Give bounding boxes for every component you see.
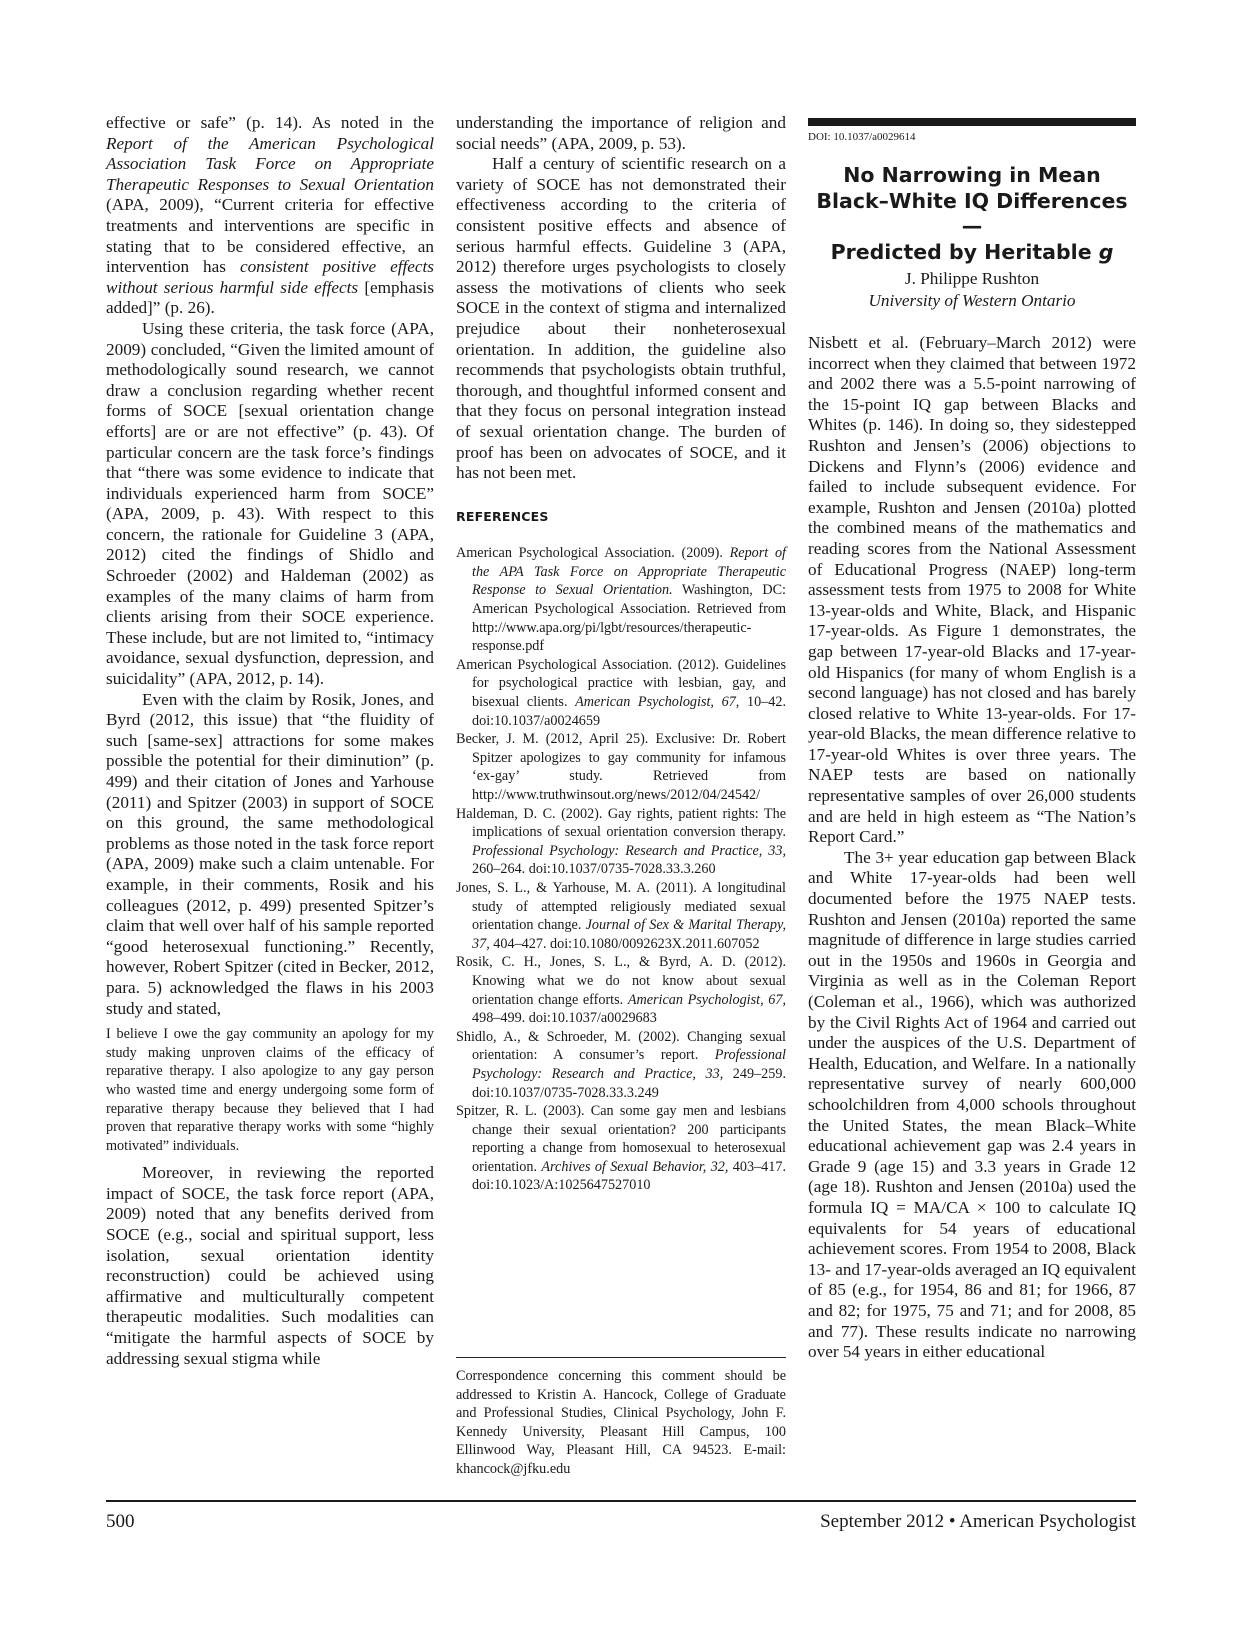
paragraph: understanding the importance of religion and social needs” (APA, 2009, p. 53).: [456, 113, 786, 153]
paragraph: Using these criteria, the task force (APA, 2009) concluded, “Given the limited amount of methodologically sound research, we cannot draw a conclusion regarding whether recent forms of SOCE [sexual orientation change efforts] are or are not effective” (p. 43). Of particular concern are the task force’s findings that “there was some evidence to indicate that individuals experienced harm from SOCE” (APA, 2009, p. 43). With respect to this concern, the rationale for Guideline 3 (APA, 2012) cited the findings of Shidlo and Schroeder (2002) and Haldeman (2002) as examples of the many claims of harm from clients arising from their SOCE experience. These include, but are not limited to, “intimacy avoidance, sexual dysfunction, depression, and suicidality” (APA, 2012, p. 14).: [106, 318, 434, 689]
paragraph: Nisbett et al. (February–March 2012) were incorrect when they claimed that between 1972 and 2002 there was a 5.5-point narrowing of the 15-point IQ gap between Blacks and Whites (p. 146). In doing so, they sidestepped Rushton and Jensen’s (2006) objections to Dickens and Flynn’s (2006) evidence and failed to include subsequent evidence. For example, Rushton and Jensen (2010a) plotted the combined means of the mathematics and reading scores from the National Assessment of Educational Progress (NAEP) long-term assessment tests from 1975 to 2008 for White 13-year-olds and White, Black, and Hispanic 17-year-olds. As Figure 1 demonstrates, the gap between 17-year-old Blacks and 17-year-old Hispanics (for many of whom English is a second language) has not closed and has barely closed relative to White 13-year-olds. For 17-year-old Blacks, the mean difference relative to 17-year-old Whites is over three years. The NAEP tests are based on nationally representative samples of over 26,000 students and are held in high esteem as “The Nation’s Report Card.”: [808, 333, 1136, 847]
reference-list: [456, 544, 786, 1195]
reference-entry: Jones, S. L., & Yarhouse, M. A. (2011). A longitudinal study of attempted religiously mediated sexual orientation change. Journal of Sex & Marital Therapy, 37, 404–427. doi:10.1080/0092623X.2011.607052: [456, 879, 787, 952]
paragraph: Even with the claim by Rosik, Jones, and Byrd (2012, this issue) that “the fluidity of such [same-sex] attractions for some makes possible the potential for their diminution” (p. 499) and their citation of Jones and Yarhouse (2011) and Spitzer (2003) in support of SOCE on this ground, the same methodological problems as those noted in the task force report (APA, 2009) make such a claim untenable. For example, in their comments, Rosik and his colleagues (2012, p. 499) presented Spitzer’s claim that well over half of his sample reported “good heterosexual functioning.” Recently, however, Robert Spitzer (cited in Becker, 2012, para. 5) acknowledged the flaws in his 2003 study and stated,: [106, 689, 434, 1018]
page-number: 500: [106, 1511, 135, 1532]
column-left: [106, 113, 434, 1369]
paragraph: The 3+ year education gap between Black and White 17-year-olds had been well documented before the 1975 NAEP tests. Rushton and Jensen (2010a) reported the same magnitude of difference in large studies carried out in the 1950s and 1960s in Georgia and Virginia as well as in the Coleman Report (Coleman et al., 1966), which was authorized by the Civil Rights Act of 1964 and carried out under the auspices of the U.S. Department of Health, Education, and Welfare. In a nationally representative survey of nearly 600,000 schoolchildren from 4,000 schools throughout the United States, the mean Black–White educational achievement gap was 2.4 years in Grade 9 (age 15) and 3.3 years in Grade 12 (age 18). Rushton and Jensen (2010a) used the formula IQ = MA/CA × 100 to calculate IQ equivalents for 54 years of educational achievement scores. From 1954 to 2008, Black 13- and 17-year-olds averaged an IQ equivalent of 85 (e.g., for 1954, 86 and 81; for 1966, 87 and 82; for 1975, 75 and 71; and for 2008, 85 and 77). These results indicate no narrowing over 54 years in either educational: [808, 847, 1136, 1362]
reference-entry: American Psychological Association. (2012). Guidelines for psychological practice with lesbian, gay, and bisexual clients. American Psychologist, 67, 10–42. doi:10.1037/a0024659: [456, 656, 786, 729]
column-middle: [456, 113, 786, 1195]
reference-entry: Spitzer, R. L. (2003). Can some gay men and lesbians change their sexual orientation? 200 participants reporting a change from homosexual to heterosexual orientation. Archives of Sexual Behavior, 32, 403–417. doi:10.1023/A:1025647527010: [456, 1103, 786, 1194]
block-quote: I believe I owe the gay community an apology for my study making unproven claims of the efficacy of reparative therapy. I also apologize to any gay person who wasted time and energy undergoing some form of reparative therapy because they believed that I had proven that reparative therapy works with some “highly motivated” individuals.: [106, 1026, 434, 1154]
paragraph: Half a century of scientific research on a variety of SOCE has not demonstrated their effectiveness according to the criteria of consistent positive effects and absence of serious harmful effects. Guideline 3 (APA, 2012) therefore urges psychologists to closely assess the motivations of clients who seek SOCE in the context of stigma and internalized prejudice about their nonheterosexual orientation. In addition, the guideline also recommends that psychologists obtain truthful, thorough, and thoughtful informed consent and that they focus on personal integration instead of sexual orientation change. The burden of proof has been on advocates of SOCE, and it has not been met.: [456, 154, 786, 483]
article-title: No Narrowing in Mean Black–White IQ Differences— Predicted by Heritable g: [816, 163, 1128, 264]
references-heading: REFERENCES: [456, 508, 549, 524]
paragraph: effective or safe” (p. 14). As noted in the Report of the American Psychological Association Task Force on Appropriate Therapeutic Responses to Sexual Orientation (APA, 2009), “Current criteria for effective treatments and interventions are specific in stating that to be considered effective, an intervention has consistent positive effects without serious harmful side effects [emphasis added]” (p. 26).: [106, 113, 435, 318]
correspondence-footnote: Correspondence concerning this comment should be addressed to Kristin A. Hancock, College of Graduate and Professional Studies, Clinical Psychology, John F. Kennedy University, Pleasant Hill Campus, 100 Ellinwood Way, Pleasant Hill, CA 94523. E-mail: khancock@jfku.edu: [456, 1357, 786, 1479]
doi: DOI: 10.1037/a0029614: [808, 131, 916, 143]
column-right: [808, 333, 1136, 1363]
reference-entry: American Psychological Association. (2009). Report of the APA Task Force on Appropriate Therapeutic Response to Sexual Orientation. Washington, DC: American Psychological Association. Retrieved from http://www.apa.org/pi/lgbt/resources/therapeutic-response.pdf: [456, 545, 786, 655]
doi-rule: [808, 118, 1136, 126]
reference-entry: Becker, J. M. (2012, April 25). Exclusive: Dr. Robert Spitzer apologizes to gay community for infamous ‘ex-gay’ study. Retrieved from http://www.truthwinsout.org/news/2012/04/24542/: [456, 731, 786, 803]
reference-entry: Haldeman, D. C. (2002). Gay rights, patient rights: The implications of sexual orientation conversion therapy. Professional Psychology: Research and Practice, 33, 260–264. doi:10.1037/0735-7028.33.3.260: [456, 805, 786, 878]
affiliation: University of Western Ontario: [868, 291, 1076, 310]
reference-entry: Shidlo, A., & Schroeder, M. (2002). Changing sexual orientation: A consumer’s report. Professional Psychology: Research and Practice, 33, 249–259. doi:10.1037/0735-7028.33.3.249: [456, 1028, 787, 1101]
running-head: September 2012 • American Psychologist: [820, 1511, 1136, 1532]
author: J. Philippe Rushton: [904, 269, 1040, 288]
reference-entry: Rosik, C. H., Jones, S. L., & Byrd, A. D. (2012). Knowing what we do not know about sexual orientation change efforts. American Psychologist, 67, 498–499. doi:10.1037/a0029683: [456, 954, 786, 1027]
paragraph: Moreover, in reviewing the reported impact of SOCE, the task force report (APA, 2009) noted that any benefits derived from SOCE (e.g., social and spiritual support, less isolation, sexual orientation identity reconstruction) could be achieved using affirmative and multiculturally competent therapeutic modalities. Such modalities can “mitigate the harmful aspects of SOCE by addressing sexual stigma while: [106, 1163, 434, 1368]
footer-rule: [106, 1500, 1136, 1502]
